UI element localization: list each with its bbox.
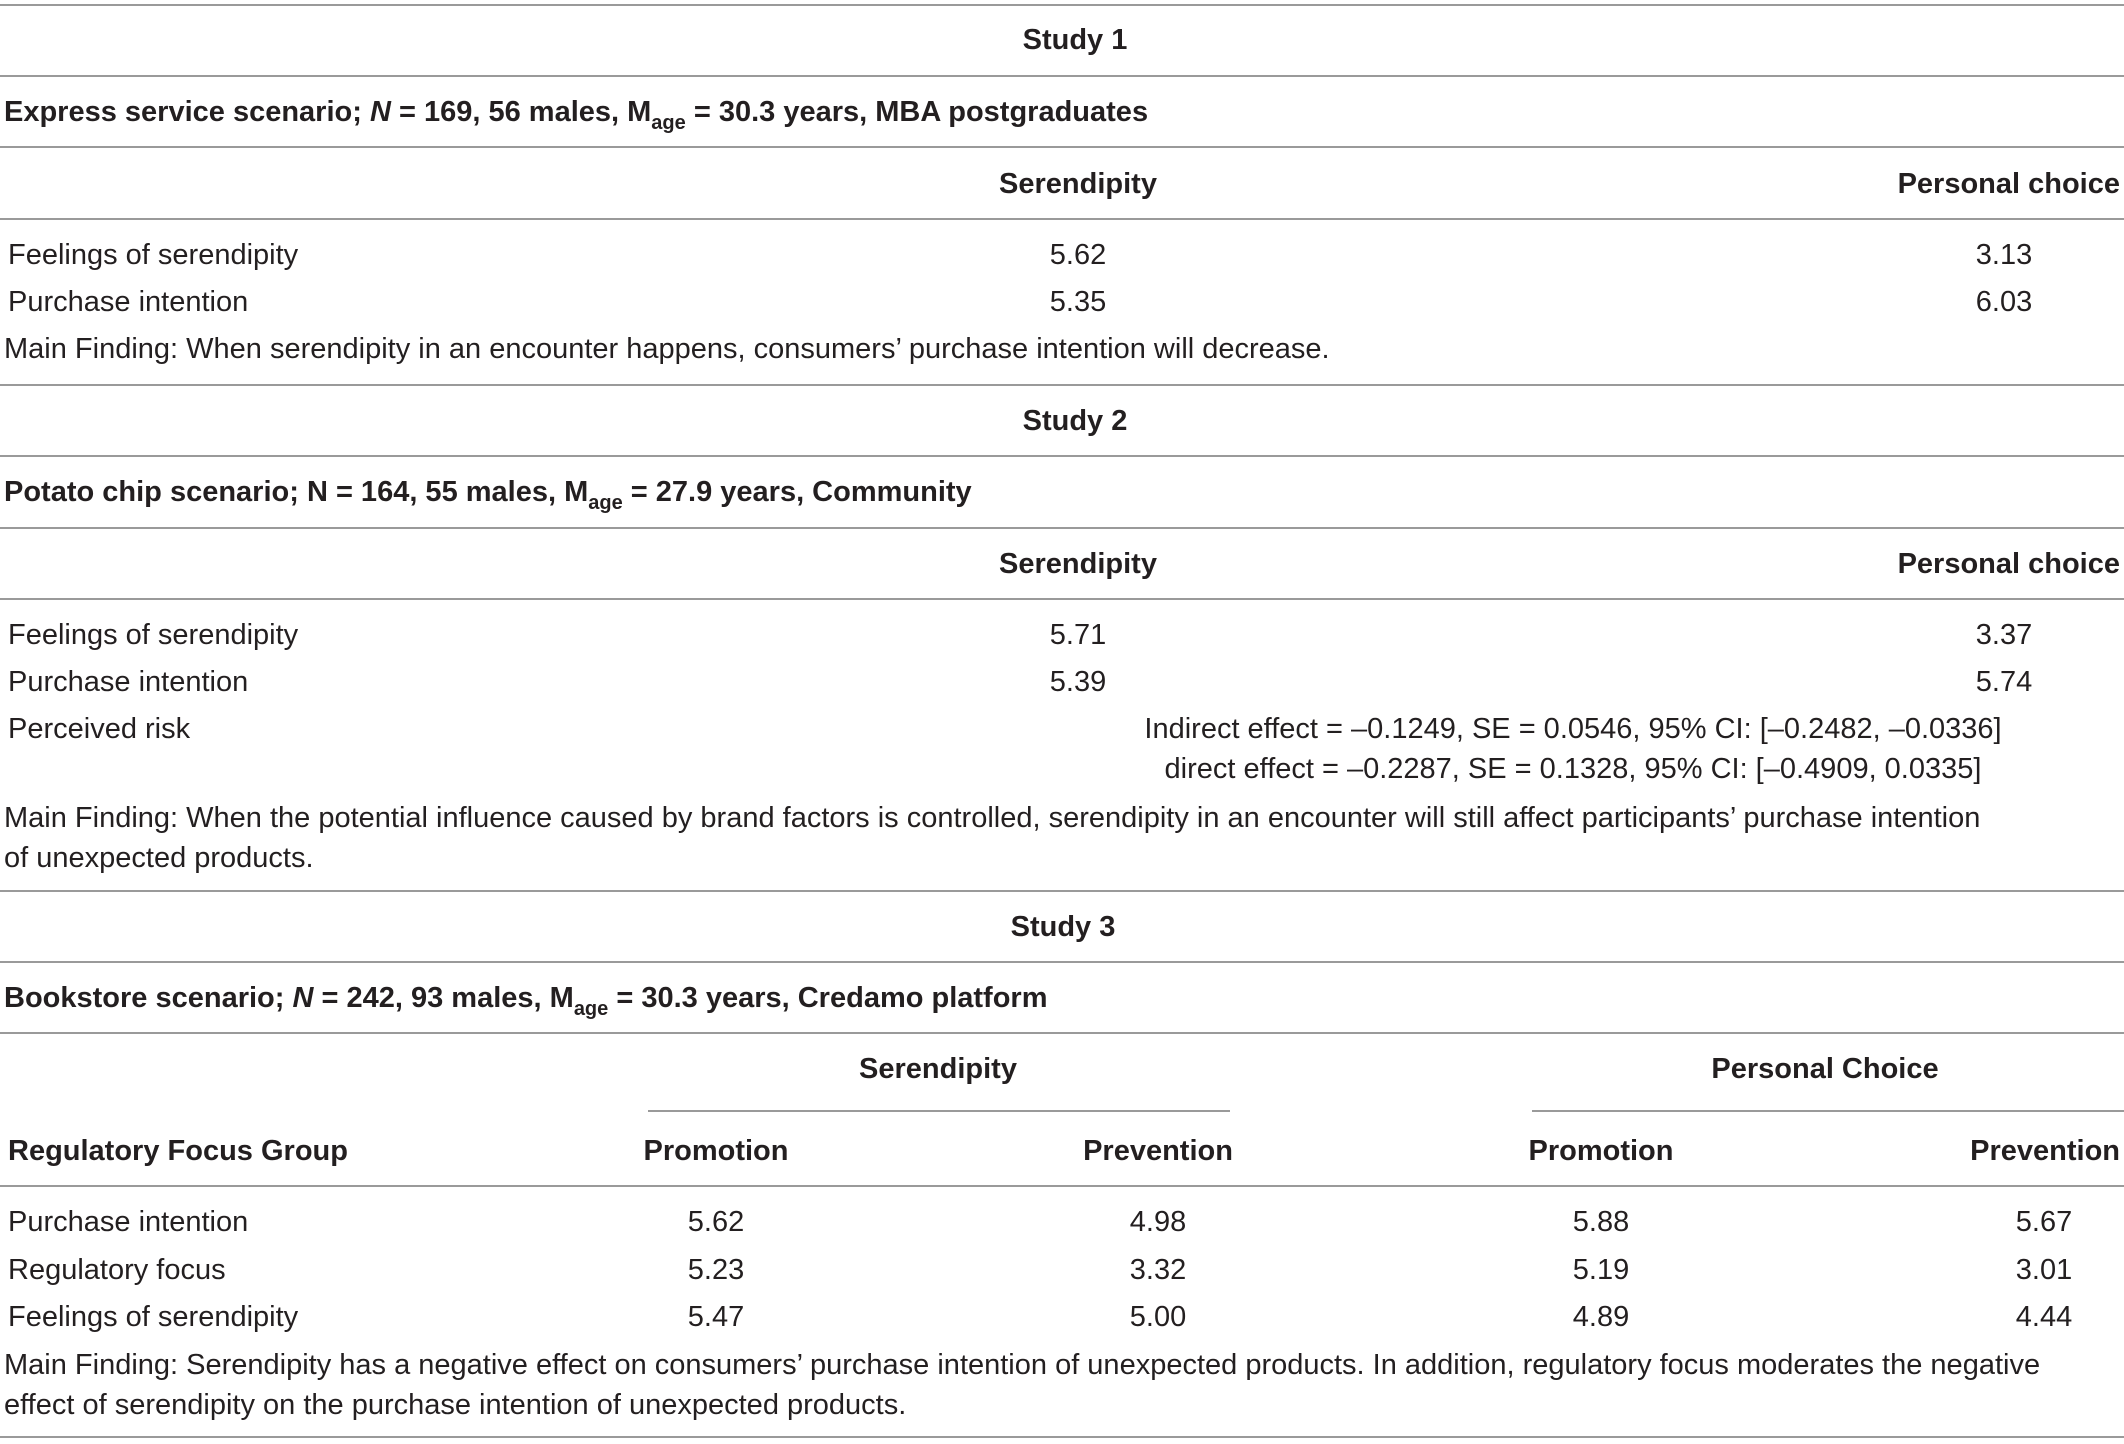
rule: [0, 527, 2124, 529]
study3-row-label: Feelings of serendipity: [8, 1301, 299, 1333]
rule-serendipity-group: [648, 1110, 1230, 1112]
study3-value: 4.89: [1572, 1301, 1630, 1333]
study2-risk-indirect: Indirect effect = –0.1249, SE = 0.0546, 95% CI: [–0.2482, –0.0336]: [1144, 713, 2002, 745]
study3-value: 3.32: [1129, 1254, 1187, 1286]
study1-col-personal: Personal choice: [1897, 168, 2120, 200]
rule-bottom: [0, 1436, 2124, 1438]
study1-value: 5.35: [1049, 286, 1107, 318]
study1-row-label: Purchase intention: [8, 286, 249, 318]
rule: [0, 75, 2124, 77]
study1-finding: Main Finding: When serendipity in an encounter happens, consumers’ purchase intention will decrease.: [4, 333, 1330, 365]
study1-value: 5.62: [1049, 239, 1107, 271]
study1-title: Study 1: [1022, 24, 1128, 56]
study3-value: 5.67: [2015, 1206, 2073, 1238]
rule-personal-group: [1532, 1110, 2124, 1112]
study3-title: Study 3: [1010, 911, 1116, 943]
study1-value: 3.13: [1975, 239, 2033, 271]
study3-value: 4.44: [2015, 1301, 2073, 1333]
study1-row-label: Feelings of serendipity: [8, 239, 299, 271]
study3-row-label: Regulatory focus: [8, 1254, 226, 1286]
rule: [0, 1032, 2124, 1034]
study3-col-serendipity-promotion: Promotion: [643, 1135, 789, 1167]
study3-col-group: Regulatory Focus Group: [8, 1135, 348, 1167]
study2-row-label: Feelings of serendipity: [8, 619, 299, 651]
study2-title: Study 2: [1022, 405, 1128, 437]
study3-value: 5.00: [1129, 1301, 1187, 1333]
study3-col-personal-promotion: Promotion: [1528, 1135, 1674, 1167]
study2-header: Potato chip scenario; N = 164, 55 males, $M_{age} = 27.9$ years, Community: [4, 476, 972, 514]
study2-col-personal: Personal choice: [1897, 548, 2120, 580]
rule: [0, 218, 2124, 220]
rule: [0, 146, 2124, 148]
study3-value: 5.47: [687, 1301, 745, 1333]
study3-value: 4.98: [1129, 1206, 1187, 1238]
study3-group-serendipity: Serendipity: [859, 1053, 1017, 1085]
study2-row-label: Purchase intention: [8, 666, 249, 698]
study3-finding: Main Finding: Serendipity has a negative effect on consumers’ purchase intention of unexpected products. In addition, regulatory focus moderates the negative effect of serendipity on the purchase intention of unexpected products.: [4, 1349, 2041, 1421]
rule: [0, 455, 2124, 457]
study1-col-serendipity: Serendipity: [999, 168, 1157, 200]
study3-value: 5.62: [687, 1206, 745, 1238]
rule: [0, 1185, 2124, 1187]
rule: [0, 961, 2124, 963]
study3-col-personal-prevention: Prevention: [1970, 1135, 2120, 1167]
rule-top: [0, 4, 2124, 6]
rule: [0, 598, 2124, 600]
study3-value: 5.23: [687, 1254, 745, 1286]
study3-value: 5.19: [1572, 1254, 1630, 1286]
study3-group-personal: Personal Choice: [1711, 1053, 1939, 1085]
rule: [0, 384, 2124, 386]
study3-row-label: Purchase intention: [8, 1206, 249, 1238]
study1-value: 6.03: [1975, 286, 2033, 318]
study2-value: 3.37: [1975, 619, 2033, 651]
study2-value: 5.74: [1975, 666, 2033, 698]
study1-header: Express service scenario; N = 169, 56 males, $M_{age} = 30.3$ years, MBA postgraduates: [4, 96, 1149, 134]
rule: [0, 890, 2124, 892]
study3-value: 5.88: [1572, 1206, 1630, 1238]
study2-finding: Main Finding: When the potential influence caused by brand factors is controlled, serendipity in an encounter will still affect participants’ purchase intention of unexpected products.: [4, 802, 1981, 874]
study2-col-serendipity: Serendipity: [999, 548, 1157, 580]
study2-risk-label: Perceived risk: [8, 713, 191, 745]
study3-value: 3.01: [2015, 1254, 2073, 1286]
study2-value: 5.71: [1049, 619, 1107, 651]
study2-value: 5.39: [1049, 666, 1107, 698]
study2-risk-direct: direct effect = –0.2287, SE = 0.1328, 95% CI: [–0.4909, 0.0335]: [1164, 753, 1982, 785]
study3-col-serendipity-prevention: Prevention: [1083, 1135, 1233, 1167]
study3-header: Bookstore scenario; N = 242, 93 males, $M_{age} = 30.3$ years, Credamo platform: [4, 982, 1048, 1020]
